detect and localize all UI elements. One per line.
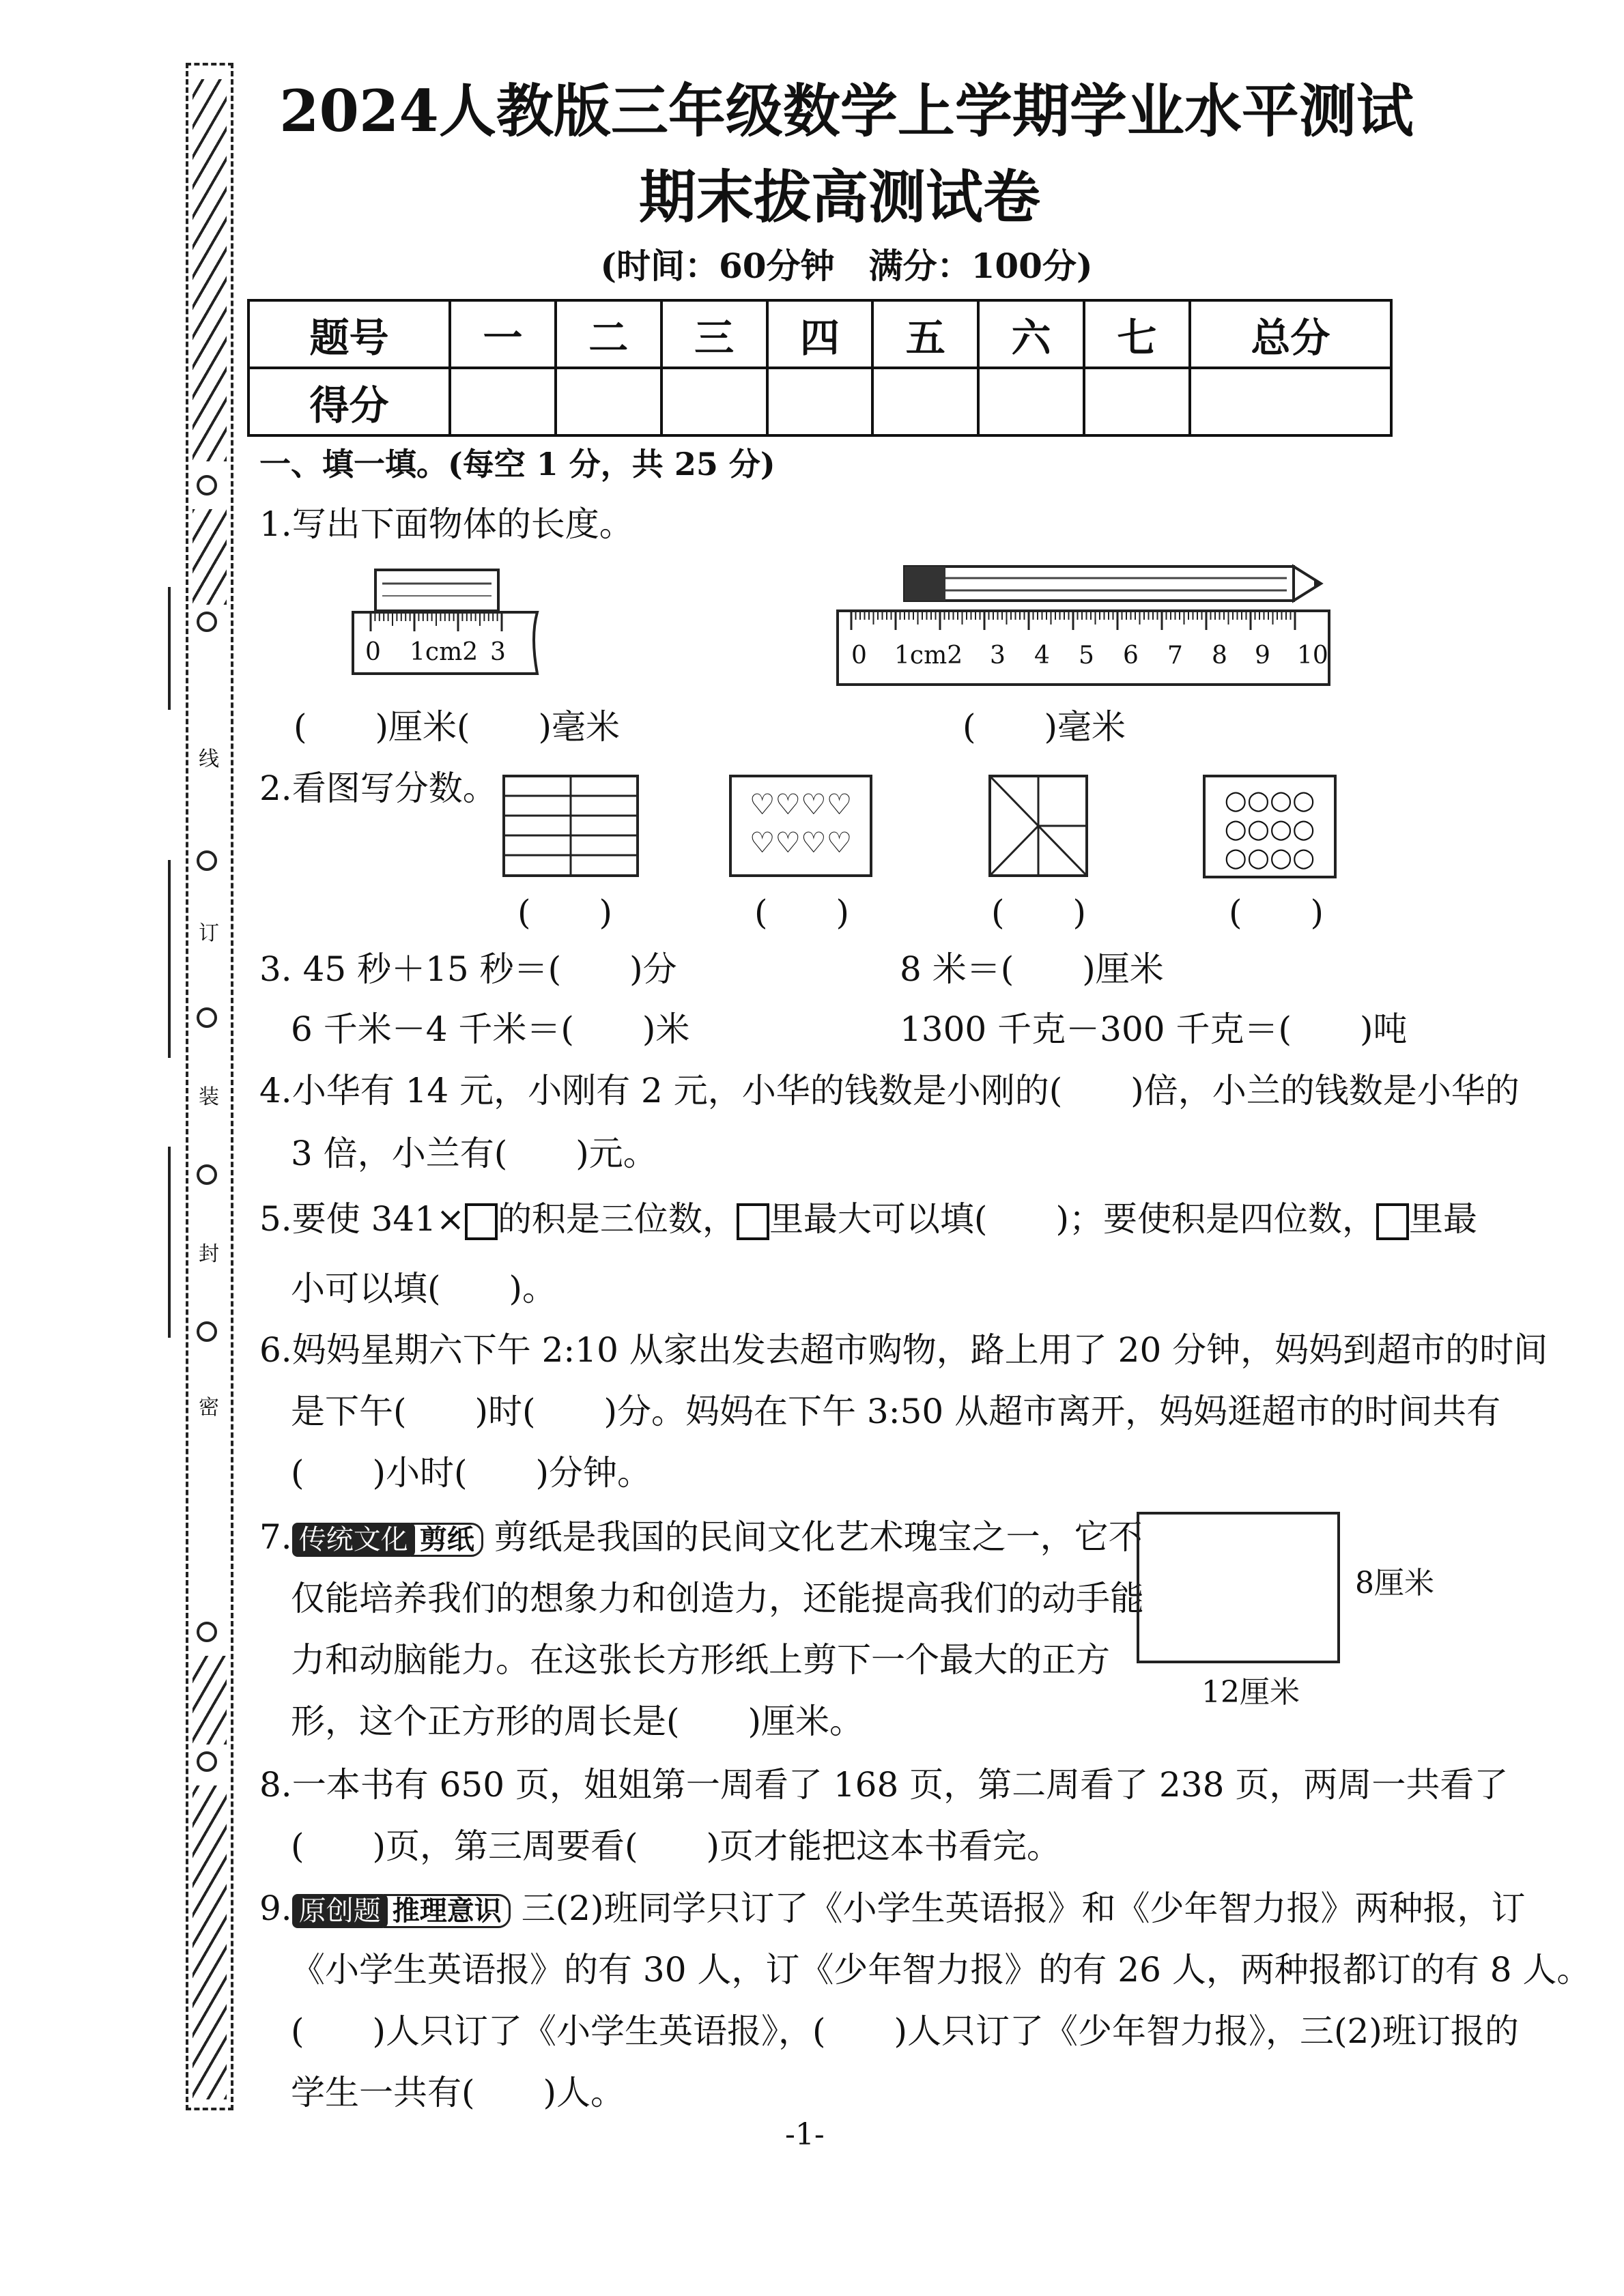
- tag-traditional-culture: 传统文化: [292, 1523, 415, 1557]
- q1-answer-1[interactable]: ( )厘米( )毫米: [294, 707, 621, 747]
- rectangle-width-label: 12厘米: [1201, 1675, 1300, 1710]
- score-cell[interactable]: [1190, 368, 1391, 435]
- eraser-shape: [375, 570, 498, 611]
- long-ruler-label: 5: [1079, 642, 1094, 670]
- page-title: 2024人教版三年级数学上学期学业水平测试: [279, 77, 1414, 145]
- q2-blank-3[interactable]: ( ): [991, 893, 1087, 932]
- binding-write-line: [168, 1147, 171, 1338]
- blank-box[interactable]: [1376, 1203, 1409, 1240]
- long-ruler-label: 8: [1212, 642, 1227, 670]
- q4-line-2[interactable]: 3 倍，小兰有( )元。: [291, 1134, 657, 1173]
- circles-row: ○○○○: [1224, 814, 1315, 844]
- q1-answer-2[interactable]: ( )毫米: [963, 707, 1126, 747]
- fraction-figure-circles: [1203, 775, 1337, 878]
- score-header-cell: 六: [978, 300, 1084, 368]
- q3-a[interactable]: 3. 45 秒＋15 秒＝( )分: [259, 949, 677, 989]
- score-cell[interactable]: [556, 368, 661, 435]
- binding-hatch: [193, 79, 227, 461]
- binding-hatch: [193, 1785, 227, 2099]
- score-cell[interactable]: [450, 368, 556, 435]
- binding-ring: [197, 1164, 217, 1185]
- hearts-row: ♡♡♡♡: [749, 788, 853, 821]
- q1-text: 1.写出下面物体的长度。: [259, 504, 633, 544]
- long-ruler-label: 6: [1123, 642, 1139, 670]
- score-header-row: [248, 300, 1391, 368]
- score-table: [247, 299, 1393, 437]
- tag-original: 原创题: [292, 1894, 388, 1928]
- q7-line-3: 力和动脑能力。在这张长方形纸上剪下一个最大的正方: [291, 1640, 1110, 1680]
- score-cell[interactable]: [661, 368, 767, 435]
- long-ruler-label: 9: [1255, 642, 1270, 670]
- circles-row: ○○○○: [1224, 785, 1315, 815]
- score-header-cell: 五: [872, 300, 978, 368]
- long-ruler-label: 4: [1034, 642, 1050, 670]
- small-ruler-label: 1cm2: [410, 638, 479, 666]
- binding-write-line: [168, 860, 171, 1058]
- q5-part: 的积是三位数，: [497, 1199, 737, 1239]
- q7-line-2: 仅能培养我们的想象力和创造力，还能提高我们的动手能: [291, 1579, 1144, 1618]
- q3-b[interactable]: 8 米＝( )厘米: [900, 949, 1164, 989]
- long-ruler-label: 7: [1167, 642, 1183, 670]
- binding-char-mi: 密: [199, 1396, 219, 1420]
- binding-ring: [197, 1321, 217, 1342]
- q3-c[interactable]: 6 千米－4 千米＝( )米: [291, 1009, 690, 1049]
- fraction-figure-hearts: [729, 775, 872, 877]
- q4-line-1[interactable]: 4.小华有 14 元，小刚有 2 元，小华的钱数是小刚的( )倍，小兰的钱数是小华的: [259, 1071, 1520, 1110]
- rectangle-height-label: 8厘米: [1355, 1566, 1434, 1601]
- hearts-row: ♡♡♡♡: [749, 826, 853, 859]
- score-header-cell: 三: [661, 300, 767, 368]
- q5-part: 里最: [1408, 1199, 1477, 1239]
- blank-box[interactable]: [465, 1203, 498, 1240]
- page-number: -1-: [785, 2117, 825, 2152]
- long-ruler-label: 1cm2: [894, 642, 963, 670]
- q5-line-2[interactable]: 小可以填( )。: [291, 1269, 557, 1308]
- score-header-cell: 七: [1084, 300, 1190, 368]
- score-header-cell: 四: [767, 300, 873, 368]
- fraction-figure-square: [988, 775, 1088, 877]
- page-subtitle: 期末拔高测试卷: [638, 163, 1040, 231]
- binding-char-ding: 订: [199, 921, 219, 945]
- tag-paper-cutting: 剪纸: [411, 1523, 483, 1557]
- score-header-cell: 题号: [248, 300, 450, 368]
- small-ruler-label: 0: [365, 638, 381, 666]
- binding-hatch: [193, 509, 227, 605]
- q9-text: 三(2)班同学只订了《小学生英语报》和《少年智力报》两种报，订: [521, 1889, 1526, 1928]
- small-ruler-label: 3: [490, 638, 506, 666]
- q9-line-4[interactable]: 学生一共有( )人。: [291, 2073, 625, 2112]
- pencil-body: [904, 566, 1294, 601]
- q2-blank-2[interactable]: ( ): [754, 893, 850, 932]
- q2-blank-1[interactable]: ( ): [517, 893, 613, 932]
- q3-d[interactable]: 1300 千克－300 千克＝( )吨: [900, 1009, 1408, 1049]
- long-ruler-label: 0: [851, 642, 867, 670]
- time-info: (时间：60分钟 满分：100分): [600, 246, 1093, 286]
- score-header-cell: 一: [450, 300, 556, 368]
- q9-line-2: 《小学生英语报》的有 30 人，订《少年智力报》的有 26 人，两种报都订的有 8 人。: [291, 1950, 1591, 1990]
- binding-ring: [197, 1622, 217, 1642]
- q6-line-3[interactable]: ( )小时( )分钟。: [291, 1453, 652, 1493]
- q7-line-1: [259, 1517, 1143, 1558]
- long-ruler-label: 3: [990, 642, 1006, 670]
- score-cell[interactable]: [978, 368, 1084, 435]
- q5-part: 5.要使 341×: [259, 1199, 465, 1239]
- binding-strip: [186, 63, 233, 2110]
- q5-line-1: [259, 1199, 1477, 1240]
- binding-ring: [197, 850, 217, 871]
- score-header-cell: 总分: [1190, 300, 1391, 368]
- q7-text: 剪纸是我国的民间文化艺术瑰宝之一，它不: [494, 1517, 1143, 1557]
- q6-line-1: 6.妈妈星期六下午 2:10 从家出发去超市购物，路上用了 20 分钟，妈妈到超市的时间: [259, 1330, 1548, 1370]
- score-cell[interactable]: [872, 368, 978, 435]
- binding-char-zhuang: 装: [199, 1085, 219, 1109]
- long-ruler-label: 10: [1297, 642, 1328, 670]
- q9-line-1: [259, 1888, 1525, 1929]
- fraction-figure-grid: [502, 775, 639, 877]
- q8-line-1: 8.一本书有 650 页，姐姐第一周看了 168 页，第二周看了 238 页，两周一共看了: [259, 1765, 1509, 1805]
- score-header-cell: 二: [556, 300, 661, 368]
- section-1-title: 一、填一填。(每空 1 分，共 25 分): [259, 446, 775, 483]
- q9-number: 9.: [259, 1889, 292, 1928]
- binding-ring: [197, 1751, 217, 1772]
- score-cell[interactable]: [1084, 368, 1190, 435]
- score-row: [248, 368, 1391, 435]
- q2-blank-4[interactable]: ( ): [1229, 893, 1324, 932]
- binding-char-xian: 线: [199, 747, 219, 771]
- binding-ring: [197, 1007, 217, 1028]
- long-ruler-figure: [836, 563, 1335, 693]
- q5-part[interactable]: 里最大可以填( )；要使积是四位数，: [769, 1199, 1376, 1239]
- binding-ring: [197, 475, 217, 496]
- q9-line-3[interactable]: ( )人只订了《小学生英语报》，( )人只订了《少年智力报》，三(2)班订报的: [291, 2011, 1519, 2051]
- q8-line-2[interactable]: ( )页，第三周要看( )页才能把这本书看完。: [291, 1826, 1062, 1866]
- q2-text: 2.看图写分数。: [259, 769, 497, 808]
- binding-char-feng: 封: [199, 1242, 219, 1266]
- binding-write-line: [168, 587, 171, 710]
- blank-box[interactable]: [737, 1203, 769, 1240]
- binding-hatch: [193, 1656, 227, 1745]
- tag-reasoning: 推理意识: [384, 1894, 511, 1928]
- q7-number: 7.: [259, 1517, 292, 1557]
- pencil-end: [904, 566, 945, 601]
- score-row-label: 得分: [248, 368, 450, 435]
- score-cell[interactable]: [767, 368, 873, 435]
- circles-row: ○○○○: [1224, 842, 1315, 872]
- q7-line-4[interactable]: 形，这个正方形的周长是( )厘米。: [291, 1702, 864, 1741]
- paper-rectangle: [1137, 1512, 1340, 1663]
- binding-ring: [197, 612, 217, 632]
- q6-line-2[interactable]: 是下午( )时( )分。妈妈在下午 3:50 从超市离开，妈妈逛超市的时间共有: [291, 1392, 1501, 1431]
